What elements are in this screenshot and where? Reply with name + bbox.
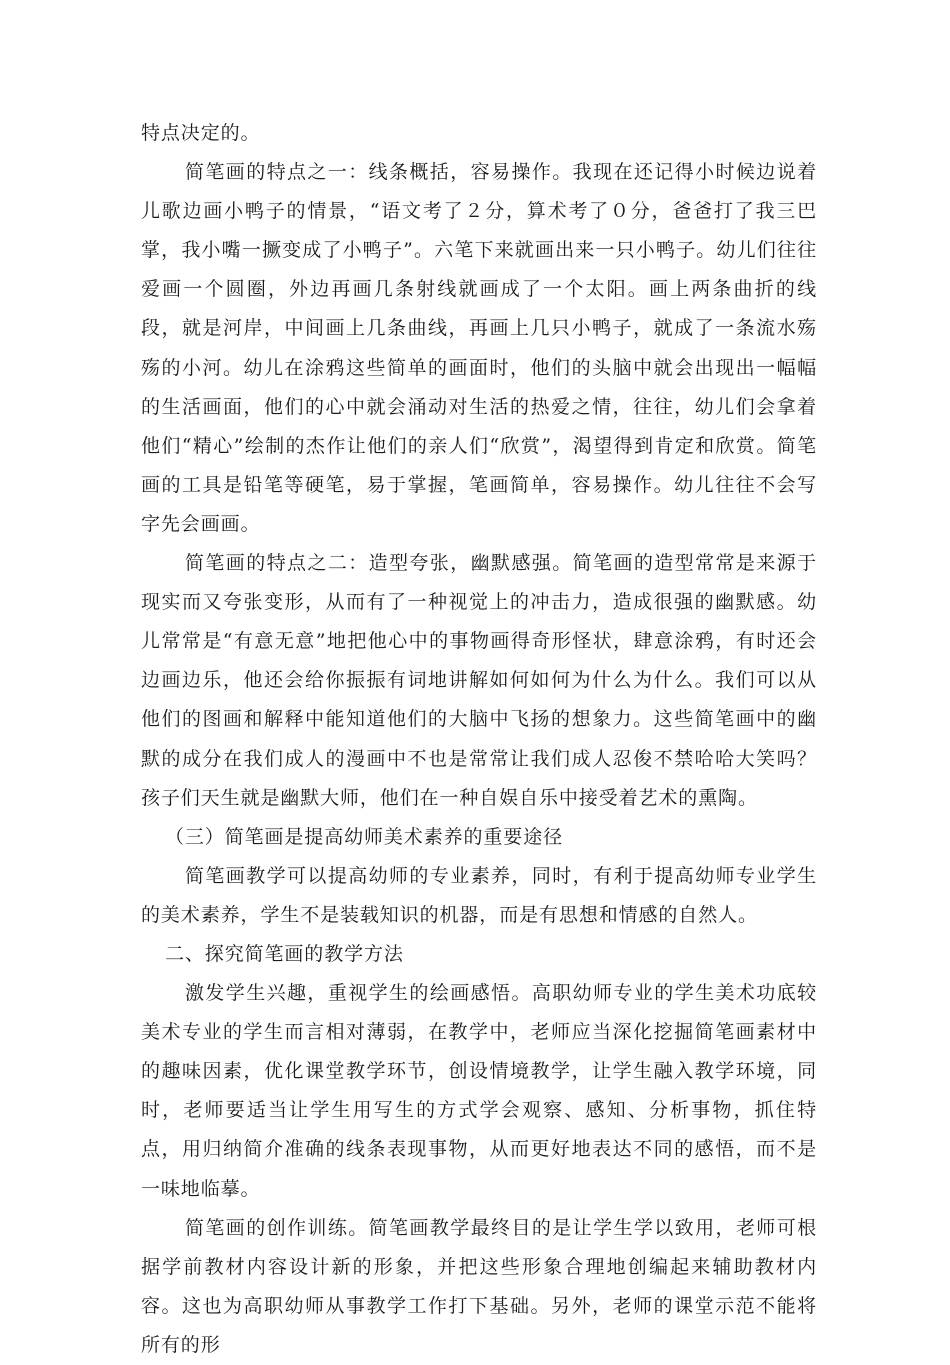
paragraph-interest: 激发学生兴趣，重视学生的绘画感悟。高职幼师专业的学生美术功底较美术专业的学生而言相对薄弱，在教学中，老师应当深化挖掘简笔画素材中的趣味因素，优化课堂教学环节，创设情境教学，让学生融入教学环境，同时，老师要适当让学生用写生的方式学会观察、感知、分析事物，抓住特点，用归纳简介准确的线条表现事物，从而更好地表达不同的感悟，而不是一味地临摹。 bbox=[141, 982, 817, 1200]
paragraph-creation-training: 简笔画的创作训练。简笔画教学最终目的是让学生学以致用，老师可根据学前教材内容设计新的形象，并把这些形象合理地创编起来辅助教材内容。这也为高职幼师从事教学工作打下基础。另外，老师的课堂示范不能将所有的形 bbox=[141, 1216, 817, 1356]
section-heading-two: 二、探究简笔画的教学方法 bbox=[165, 942, 404, 965]
paragraph-feature-two: 简笔画的特点之二：造型夸张，幽默感强。简笔画的造型常常是来源于现实而又夸张变形，从而有了一种视觉上的冲击力，造成很强的幽默感。幼儿常常是“有意无意”地把他心中的事物画得奇形怪状，肆意涂鸦，有时还会边画边乐，他还会给你振振有词地讲解如何如何为什么为什么。我们可以从他们的图画和解释中能知道他们的大脑中飞扬的想象力。这些简笔画中的幽默的成分在我们成人的漫画中不也是常常让我们成人忍俊不禁哈哈大笑吗？孩子们天生就是幽默大师，他们在一种自娱自乐中接受着艺术的熏陶。 bbox=[141, 552, 817, 809]
section-heading-three: （三）简笔画是提高幼师美术素养的重要途径 bbox=[165, 825, 564, 848]
document-body bbox=[141, 114, 817, 1365]
paragraph-feature-one: 简笔画的特点之一：线条概括，容易操作。我现在还记得小时候边说着儿歌边画小鸭子的情景，“语文考了２分，算术考了０分，爸爸打了我三巴掌，我小嘴一撅变成了小鸭子”。六笔下来就画出来一只小鸭子。幼儿们往往爱画一个圆圈，外边再画几条射线就画成了一个太阳。画上两条曲折的线段，就是河岸，中间画上几条曲线，再画上几只小鸭子，就成了一条流水殇殇的小河。幼儿在涂鸦这些简单的画面时，他们的头脑中就会出现出一幅幅的生活画面，他们的心中就会涌动对生活的热爱之情，往往，幼儿们会拿着他们“精心”绘制的杰作让他们的亲人们“欣赏”，渴望得到肯定和欣赏。简笔画的工具是铅笔等硬笔，易于掌握，笔画简单，容易操作。幼儿往往不会写字先会画画。 bbox=[141, 161, 817, 535]
paragraph-continuation: 特点决定的。 bbox=[141, 122, 261, 144]
paragraph-teaching-quality: 简笔画教学可以提高幼师的专业素养，同时，有利于提高幼师专业学生的美术素养，学生不是装载知识的机器，而是有思想和情感的自然人。 bbox=[141, 864, 817, 926]
